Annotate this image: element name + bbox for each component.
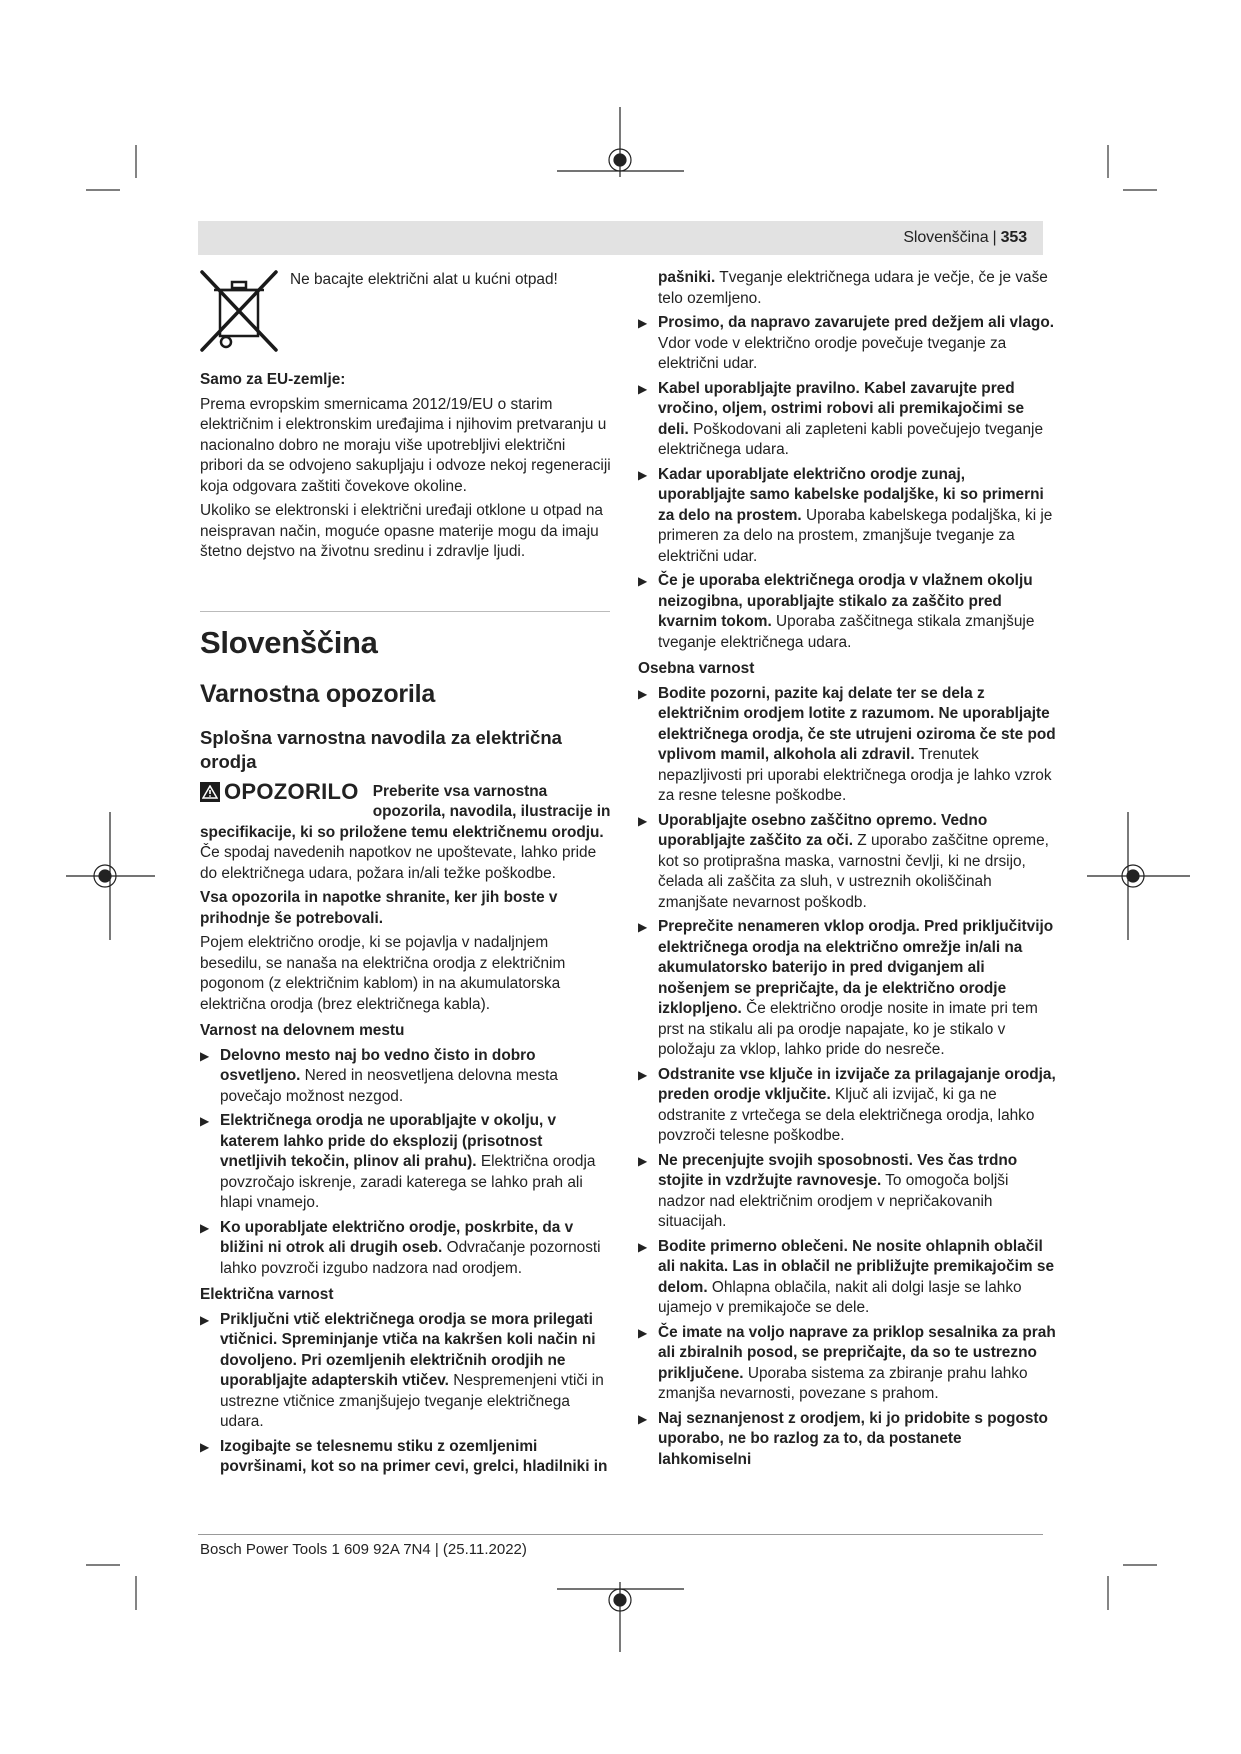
electrical-list-cont — [638, 313, 1056, 653]
left-column — [200, 268, 612, 1482]
list-item: ▶ Če je uporaba električnega orodja v vlažnem okolju neizogibna, uporabljajte stikalo za zaščito pred kvarnim tokom. Uporaba zaščitnega stikala zmanjšuje tveganje električnega udara. — [638, 572, 1035, 651]
work-area-title: Varnost na delovnem mestu — [200, 1022, 405, 1039]
list-item: ▶ Električnega orodja ne uporabljajte v okolju, v katerem lahko pride do eksplozij (prisotnost vnetljivih tekočin, plinov ali prahu). Električna orodja povzročajo iskrenje, zaradi katerega se lahko prah ali hlapi vnamejo. — [200, 1112, 596, 1211]
list-item: ▶ Odstranite vse ključe in izvijače za prilagajanje orodja, preden orodje vključite. Ključ ali izvijač, ki ga ne odstranite z vrtečega se dela električnega orodja, lahko povzroči telesne poškodbe. — [638, 1065, 1056, 1144]
triangle-right-bullet-icon: ▶ — [200, 1439, 210, 1454]
triangle-right-bullet-icon: ▶ — [638, 574, 648, 588]
list-item: ▶ Izogibajte se telesnemu stiku z ozemljenimi površinami, kot so na primer cevi, grelci, hladilniki in — [200, 1437, 608, 1475]
page-number: 353 — [1000, 229, 1027, 246]
section-title: Varnostna opozorila — [200, 679, 436, 708]
triangle-right-bullet-icon: ▶ — [638, 686, 648, 701]
right-column: pašniki. Tveganje električnega udara je večje, če je vaše telo ozemljeno. ▶ Prosimo, da napravo zavarujete pred dežjem ali vlago. Vdor vode v električno orodje povečuje tveganje za električni udar. ▶ Kabel uporabljajte pravilno. Kabel zavarujte pred vročino, oljem, ostrimi robovi ali premikajočimi se deli. Poškodovani ali zapleteni kabli povečujejo tveganje električnega udara. ▶ Kadar uporabljate električno orodje zunaj, uporabljajte samo kabelske podaljške, ki so primerni za delo na prostem. Uporaba kabelskega podaljška, ki je primeren za delo na prostem, zmanjšuje tveganje za električni udar. ▶ Če je uporaba električnega orodja v vlažnem okolju neizogibna, uporabljajte stikalo za zaščito pred kvarnim tokom. Uporaba zaščitnega stikala zmanjšuje tveganje električnega udara. Osebna varnost ▶ Bodite pozorni, pazite kaj delate ter se dela z električnim orodjem lotite z razumom. Ne uporabljajte električnega orodja, če ste utrujeni oziroma če ste pod vplivom mamil, alkohola ali zdravil. Trenutek nepazljivosti pri uporabi električnega orodja je lahko vzrok za resne telesne poškodbe. ▶ Uporabljajte osebno zaščitno opremo. Vedno uporabljajte zaščito za oči. Z uporabo zaščitne opreme, kot so protiprašna maska, varnostni čevlji, ki ne drsijo, čelada ali zaščita za sluh, v ustreznih okoliščinah zmanjšate nevarnost poškodb. ▶ Preprečite nenameren vklop orodja. Pred priključitvijo električnega orodja na električno omrežje in/ali na akumulatorsko baterijo in pred dviganjem ali nošenjem se prepričajte, da je električno orodje izklopljeno. Če električno orodje nosite in imate pri tem prst na stikalu ali pa orodje napajate, ko je stikalo v položaju za vklop, lahko pride do nesreče. ▶ Odstranite vse ključe in izvijače za prilagajanje orodja, preden orodje vključite. Ključ ali izvijač, ki ga ne odstranite z vrtečega se dela električnega orodja, lahko povzroči telesne poškodbe. ▶ Ne precenjujte svojih sposobnosti. Ves čas trdno stojite in vzdržujte ravnovesje. To omogoča boljši nadzor nad električnim orodjem v nepričakovanih situacijah. ▶ Bodite primerno oblečeni. Ne nosite ohlapnih oblačil ali nakita. Las in oblačil ne približujte premikajočim se delom. Ohlapna oblačila, nakit ali dolgi lasje se lahko ujamejo v premikajoče se dele. ▶ Če imate na voljo naprave za priklop sesalnika za prah ali zbiralnih posod, se prepričajte, da so te ustrezno priključene. Uporaba sistema za zbiranje prahu lahko zmanjša nevarnosti, povezane s prahom. ▶ Naj seznanjenost z orodjem, ki jo pridobite s pogosto uporabo, ne bo razlog za to, da postanete lahkomiselni — [638, 268, 1056, 1474]
registration-mark-icon — [557, 107, 684, 177]
list-item: ▶ Priključni vtič električnega orodja se mora prilegati vtičnici. Spreminjanje vtiča na kakršen koli način ni dovoljeno. Pri ozemljenih električnih orodjih ne uporabljajte adapterskih vtičev. Nespremenjeni vtiči in ustrezne vtičnice zmanjšujejo tveganje električnega udara. — [200, 1310, 604, 1430]
header-separator: | — [992, 229, 997, 246]
list-item: ▶ Ne precenjujte svojih sposobnosti. Ves čas trdno stojite in vzdržujte ravnovesje. To omogoča boljši nadzor nad električnim orodjem v nepričakovanih situacijah. — [638, 1151, 1018, 1230]
list-item: ▶ Delovno mesto naj bo vedno čisto in dobro osvetljeno. Nered in neosvetljena delovna mesta povečajo možnost nezgod. — [200, 1046, 558, 1105]
weee-text: Ne bacajte električni alat u kućni otpad! — [290, 271, 558, 288]
crossed-out-wheelie-bin-icon — [198, 268, 280, 354]
registration-mark-icon — [66, 812, 155, 940]
work-area-list — [200, 1046, 612, 1280]
language-title: Slovenščina — [200, 624, 378, 660]
page-header — [198, 221, 1043, 255]
list-item: ▶ Uporabljajte osebno zaščitno opremo. Vedno uporabljajte zaščito za oči. Z uporabo zaščitne opreme, kot so protiprašna maska, varnostni čevlji, ki ne drsijo, čelada ali zaščita za sluh, v ustreznih okoliščinah zmanjšate nevarnost poškodb. — [638, 811, 1049, 911]
triangle-right-bullet-icon: ▶ — [638, 813, 648, 828]
list-item: ▶ Naj seznanjenost z orodjem, ki jo pridobite s pogosto uporabo, ne bo razlog za to, da postanete lahkomiselni — [638, 1409, 1048, 1468]
eu-title: Samo za EU-zemlje: — [200, 371, 346, 388]
triangle-right-bullet-icon: ▶ — [200, 1114, 210, 1128]
electrical-list — [200, 1310, 612, 1478]
personal-list — [638, 684, 1056, 1471]
triangle-right-bullet-icon: ▶ — [200, 1048, 210, 1063]
warning-block — [200, 778, 612, 823]
list-item: ▶ Bodite pozorni, pazite kaj delate ter se dela z električnim orodjem lotite z razumom. Ne uporabljajte električnega orodja, če ste utrujeni oziroma če ste pod vplivom mamil, alkohola ali zdravil. Trenutek nepazljivosti pri uporabi električnega orodja je lahko vzrok za resne telesne poškodbe. — [638, 684, 1056, 804]
triangle-right-bullet-icon: ▶ — [638, 1067, 648, 1082]
triangle-right-bullet-icon: ▶ — [638, 920, 648, 934]
list-item: ▶ Preprečite nenameren vklop orodja. Pred priključitvijo električnega orodja na električno omrežje in/ali na akumulatorsko baterijo in pred dviganjem ali nošenjem se prepričajte, da je električno orodje izklopljeno. Če električno orodje nosite in imate pri tem prst na stikalu ali pa orodje napajate, ko je stikalo v položaju za vklop, lahko pride do nesreče. — [638, 918, 1054, 1058]
subsection-title: Splošna varnostna navodila za električna orodja — [200, 726, 562, 772]
weee-notice — [200, 268, 612, 358]
warning-triangle-icon — [200, 782, 220, 802]
list-item: ▶ Ko uporabljate električno orodje, poskrbite, da v bližini ni otrok ali drugih oseb. Odvračanje pozornosti lahko povzroči izgubo nadzora nad orodjem. — [200, 1218, 601, 1277]
triangle-right-bullet-icon: ▶ — [638, 1153, 648, 1168]
warning-bold-b: specifikacije, ki so priložene temu električnemu orodju. — [200, 823, 604, 841]
triangle-right-bullet-icon: ▶ — [200, 1220, 210, 1235]
triangle-right-bullet-icon: ▶ — [638, 1325, 648, 1340]
list-item: ▶ Bodite primerno oblečeni. Ne nosite ohlapnih oblačil ali nakita. Las in oblačil ne približujte premikajočim se delom. Ohlapna oblačila, nakit ali dolgi lasje se lahko ujamejo v premikajoče se dele. — [638, 1237, 1055, 1316]
footer-text: Bosch Power Tools 1 609 92A 7N4 | (25.11.2022) — [200, 1541, 527, 1558]
keep-instructions: Vsa opozorila in napotke shranite, ker jih boste v prihodnje še potrebovali. — [200, 889, 558, 927]
triangle-right-bullet-icon: ▶ — [638, 467, 648, 482]
list-item: ▶ Kadar uporabljate električno orodje zunaj, uporabljajte samo kabelske podaljške, ki so primerni za delo na prostem. Uporaba kabelskega podaljška, ki je primeren za delo na prostem, zmanjšuje tveganje za električni udar. — [638, 465, 1053, 565]
triangle-right-bullet-icon: ▶ — [638, 316, 648, 330]
list-item: ▶ Kabel uporabljajte pravilno. Kabel zavarujte pred vročino, oljem, ostrimi robovi ali premikajočimi se deli. Poškodovani ali zapleteni kabli povečujejo tveganje električnega udara. — [638, 379, 1044, 458]
personal-title: Osebna varnost — [638, 660, 755, 677]
triangle-right-bullet-icon: ▶ — [638, 381, 648, 396]
triangle-right-bullet-icon: ▶ — [638, 1411, 648, 1426]
triangle-right-bullet-icon: ▶ — [638, 1239, 648, 1254]
term-definition: Pojem električno orodje, ki se pojavlja v nadaljnjem besedilu, se nanaša na električna orodja z električnim pogonom (z električnim kablom) in na akumulatorska električna orodja (brez električnega kabla). — [200, 934, 566, 1013]
warning-word: OPOZORILO — [224, 778, 359, 804]
list-item: ▶ Če imate na voljo naprave za priklop sesalnika za prah ali zbiralnih posod, se prepričajte, da so te ustrezno priključene. Uporaba sistema za zbiranje prahu lahko zmanjša nevarnosti, povezane s prahom. — [638, 1323, 1056, 1402]
triangle-right-bullet-icon: ▶ — [200, 1312, 210, 1327]
section-divider — [200, 611, 610, 612]
electrical-title: Električna varnost — [200, 1286, 334, 1303]
warning-bold-a: Preberite vsa varnostna opozorila, navodila, ilustracije in — [372, 782, 611, 820]
header-language: Slovenščina — [903, 229, 989, 246]
registration-mark-icon — [557, 1582, 684, 1652]
eu-paragraph-2: Ukoliko se elektronski i električni uređaji otklone u otpad na neispravan način, moguće opasne materije mogu da imaju štetno dejstvo na životnu sredinu i zdravlje ljudi. — [200, 502, 603, 560]
list-item: ▶ Prosimo, da napravo zavarujete pred dežjem ali vlago. Vdor vode v električno orodje povečuje tveganje za električni udar. — [638, 314, 1055, 372]
warning-text: Če spodaj navedenih napotkov ne upoštevate, lahko pride do električnega udara, požara in/ali težke poškodbe. — [200, 844, 597, 882]
eu-paragraph-1: Prema evropskim smernicama 2012/19/EU o starim električnim i elektronskim uređajima i njihovim pretvaranju u nacionalno dobro ne moraju više upotrebljivi električni pribori da se odvojeno sakupljaju i odvoze nekoj regeneraciji koja odgovara zaštiti čovekove okoline. — [200, 395, 611, 495]
registration-mark-icon — [1087, 812, 1190, 940]
footer-divider — [198, 1534, 1043, 1535]
warning-badge — [200, 778, 359, 804]
